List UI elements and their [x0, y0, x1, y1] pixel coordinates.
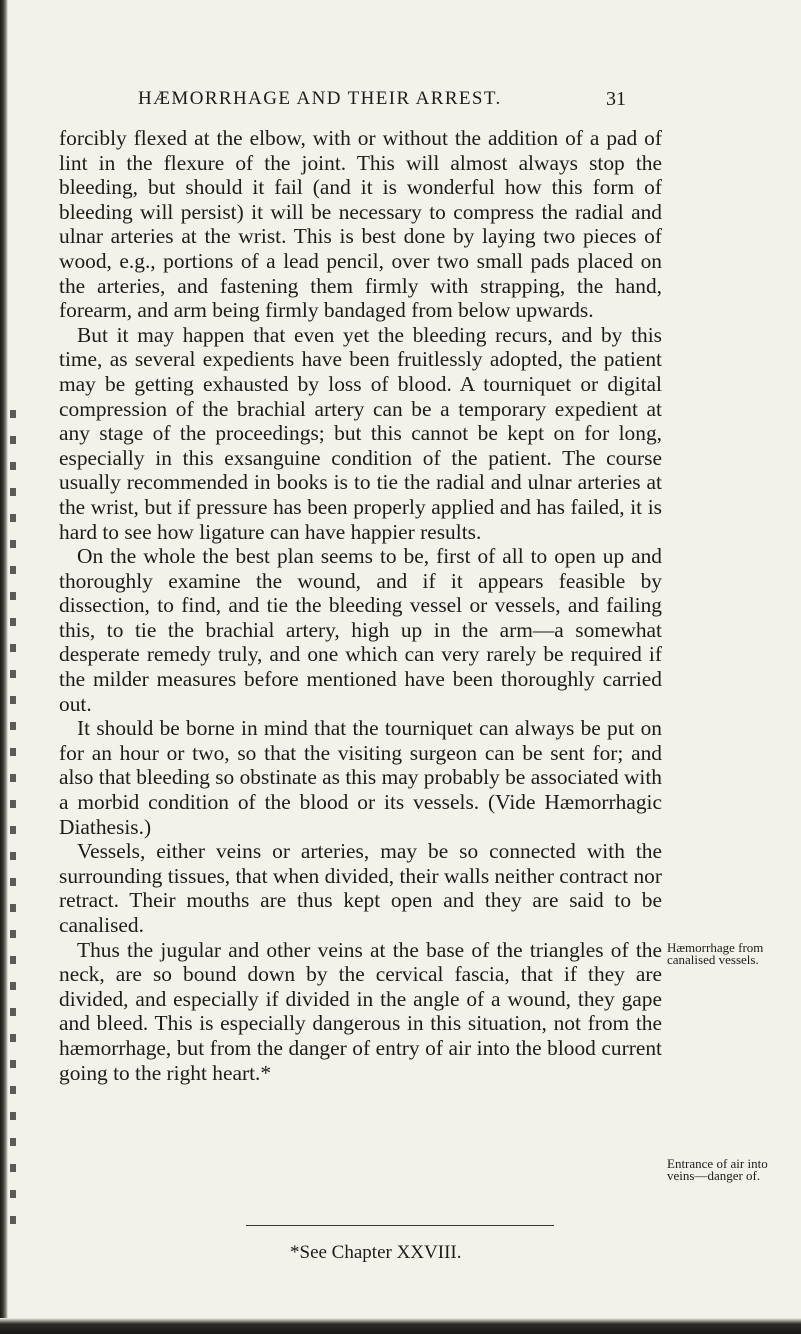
- paragraph: Thus the jugular and other veins at the base of the triangles of the neck, are so bound down by the cervical fascia, that if they are divided, and especially if divided in the angle of a wound, they gape and bleed. This is especially dangerous in this situation, not from the hæmorrhage, but from the danger of entry of air into the blood current going to the right heart.*: [59, 937, 662, 1085]
- running-title: HÆMORRHAGE AND THEIR ARREST.: [138, 88, 502, 109]
- page-bottom-shadow: [0, 1318, 801, 1334]
- margin-note-air-entry: Entrance of air into veins—danger of.: [667, 1156, 768, 1183]
- paragraph: Vessels, either veins or arteries, may be so connected with the surrounding tissues, that when divided, their walls neither contract nor retract. Their mouths are thus kept open and they are said to be canalised.: [59, 839, 662, 937]
- paragraph: forcibly flexed at the elbow, with or without the addition of a pad of lint in the flexure of the joint. This will almost always stop the bleeding, but should it fail (and it is wonderful how this form of bleeding will persist) it will be necessary to compress the radial and ulnar arteries at the wrist. This is best done by laying two pieces of wood, e.g., portions of a lead pencil, over two small pads placed on the arteries, and fastening them firmly with strapping, the hand, forearm, and arm being firmly bandaged from below upwards.: [59, 126, 662, 323]
- margin-note-canalised-vessels: Hæmorrhage from canalised vessels.: [667, 940, 764, 967]
- footnote-rule: [246, 1225, 554, 1226]
- paragraph: On the whole the best plan seems to be, first of all to open up and thoroughly examine the wound, and if it appears feasible by dissection, to find, and tie the bleeding vessel or vessels, and failing this, to tie the brachial artery, high up in the arm—a somewhat desperate remedy truly, and one which can very rarely be required if the milder measures before mentioned have been thoroughly carried out.: [59, 544, 662, 716]
- footnote: *See Chapter XXVIII.: [290, 1242, 462, 1263]
- binding-thread-marks: [10, 410, 16, 1230]
- running-header: [0, 88, 801, 112]
- page-binding-shadow: [0, 0, 8, 1334]
- paragraph: But it may happen that even yet the bleeding recurs, and by this time, as several expedients have been fruitlessly adopted, the patient may be getting exhausted by loss of blood. A tourniquet or digital compression of the brachial artery can be a temporary expedient at any stage of the proceedings; but this cannot be kept on for long, especially in this exsanguine condition of the patient. The course usually recommended in books is to tie the radial and ulnar arteries at the wrist, but if pressure has been properly applied and has failed, it is hard to see how ligature can have happier results.: [59, 322, 662, 544]
- page-number: 31: [606, 88, 626, 110]
- body-text: [59, 126, 662, 1085]
- paragraph: It should be borne in mind that the tourniquet can always be put on for an hour or two, so that the visiting surgeon can be sent for; and also that bleeding so obstinate as this may probably be associated with a morbid condition of the blood or its vessels. (Vide Hæmorrhagic Diathesis.): [59, 716, 662, 839]
